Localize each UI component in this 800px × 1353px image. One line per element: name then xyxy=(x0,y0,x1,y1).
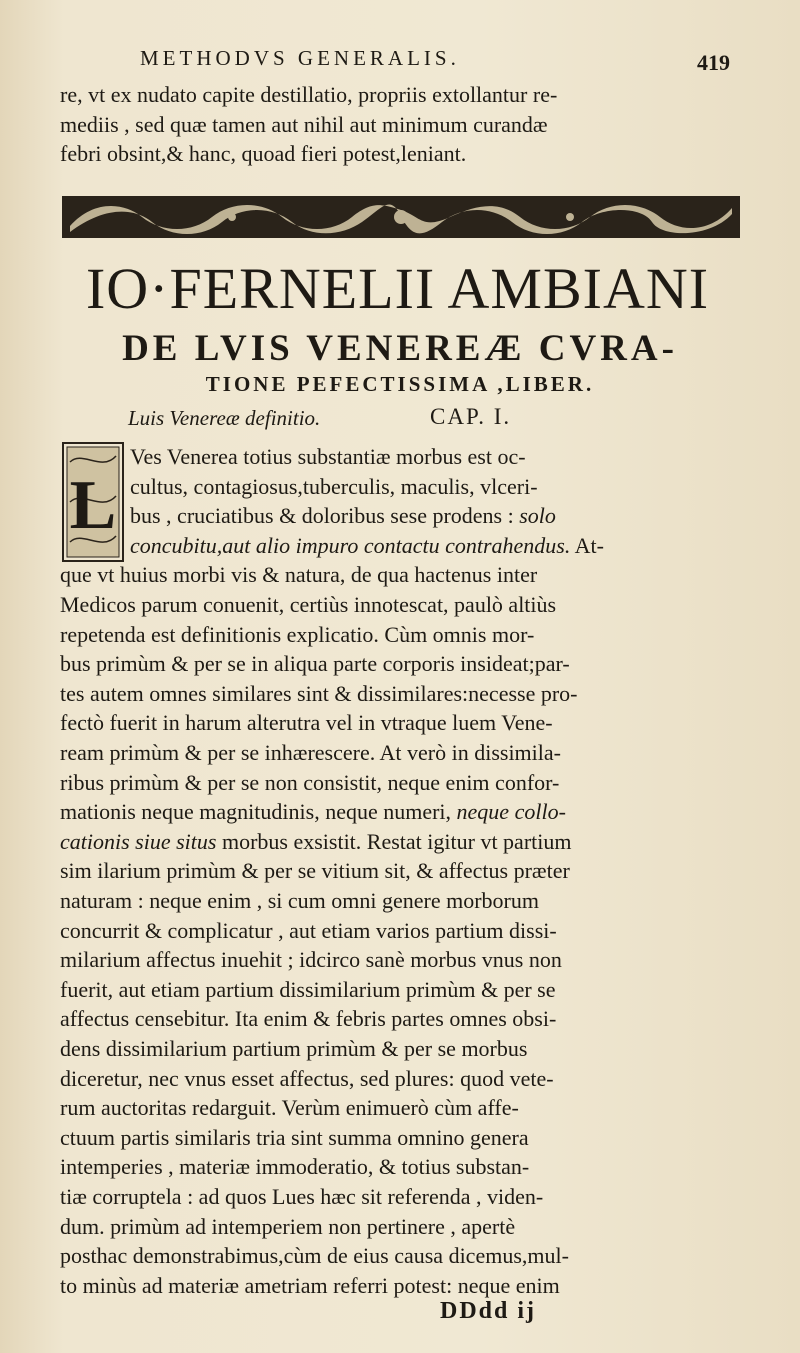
italic-text: concubitu,aut alio impuro contactu contrahendus. xyxy=(130,532,571,558)
text-line xyxy=(130,444,526,470)
text-span: rum auctoritas redarguit. Verùm enimuerò cùm affe- xyxy=(60,1095,519,1121)
text-line xyxy=(60,947,562,973)
svg-text:L: L xyxy=(69,467,117,544)
text-span: affectus censebitur. Ita enim & febris partes omnes obsi- xyxy=(60,1006,557,1032)
text-span: to minùs ad materiæ ametriam referri potest: neque enim xyxy=(60,1272,560,1298)
text-span: concurrit & complicatur , aut etiam varios partium dissi- xyxy=(60,917,557,943)
text-line xyxy=(60,562,537,588)
book-subtitle: DE LVIS VENEREÆ CVRA- xyxy=(122,328,678,369)
text-line xyxy=(60,829,571,855)
text-span: tiæ corruptela : ad quos Lues hæc sit referenda , viden- xyxy=(60,1184,544,1209)
page-number: 419 xyxy=(697,50,730,75)
chapter-definition-title: Luis Venereæ definitio. xyxy=(128,406,321,430)
chapter-number: CAP. I. xyxy=(430,404,512,429)
running-head xyxy=(140,46,730,80)
text-line xyxy=(60,858,570,884)
text-line: febri obsint,& hanc, quoad fieri potest,leniant. xyxy=(60,141,467,166)
text-span: diceretur, nec vnus esset affectus, sed plures: quod vete- xyxy=(60,1065,554,1091)
text-span: dum. primùm ad intemperiem non pertinere , apertè xyxy=(60,1213,516,1239)
text-line xyxy=(60,1243,569,1269)
text-line xyxy=(60,651,570,677)
signature-mark: DDdd ij xyxy=(440,1298,537,1324)
text-line xyxy=(60,1006,556,1032)
text-span: fuerit, aut etiam partium dissimilarium primùm & per se xyxy=(60,976,556,1002)
running-title: METHODVS GENERALIS. xyxy=(140,46,460,70)
text-line xyxy=(60,799,566,825)
text-span: bus primùm & per se in aliqua parte corporis insideat;par- xyxy=(60,651,570,677)
text-span: naturam : neque enim , si cum omni genere morborum xyxy=(60,888,539,913)
chapter-heading xyxy=(128,404,648,434)
text-line xyxy=(60,622,534,648)
italic-text: cationis siue situs xyxy=(60,828,217,854)
text-span: ream primùm & per se inhærescere. At verò in dissimila- xyxy=(60,740,561,765)
text-line xyxy=(60,1066,554,1092)
text-span: dens dissimilarium partium primùm & per se morbus xyxy=(60,1036,528,1061)
text-line xyxy=(60,1214,515,1240)
text-line xyxy=(60,740,561,766)
text-line xyxy=(60,918,557,944)
text-line xyxy=(60,1125,529,1151)
text-span: At- xyxy=(570,532,604,558)
book-title: IO·FERNELII AMBIANI xyxy=(85,256,710,321)
text-span: repetenda est definitionis explicatio. Cùm omnis mor- xyxy=(60,621,535,647)
text-line xyxy=(130,474,538,500)
text-line xyxy=(60,1273,560,1299)
text-line xyxy=(60,1154,529,1180)
text-span: ribus primùm & per se non consistit, neque enim confor- xyxy=(60,769,560,795)
text-span: bus , cruciatibus & doloribus sese prodens : xyxy=(130,503,520,529)
text-span: tes autem omnes similares sint & dissimilares:necesse pro- xyxy=(60,680,578,706)
text-span: sim ilarium primùm & per se vitium sit, & affectus præter xyxy=(60,858,570,884)
text-line: mediis , sed quæ tamen aut nihil aut minimum curandæ xyxy=(60,111,548,137)
text-span: milarium affectus inuehit ; idcirco sanè morbus vnus non xyxy=(60,947,562,973)
text-line xyxy=(130,533,604,559)
text-line xyxy=(60,1184,543,1210)
text-line: re, vt ex nudato capite destillatio, propriis extollantur re- xyxy=(60,82,558,107)
text-line xyxy=(60,592,556,618)
text-line xyxy=(60,977,556,1003)
italic-text: solo xyxy=(519,503,556,529)
text-span: posthac demonstrabimus,cùm de eius causa dicemus,mul- xyxy=(60,1243,569,1269)
text-span: mationis neque magnitudinis, neque numeri, xyxy=(60,799,457,825)
text-span: intemperies , materiæ immoderatio, & totius substan- xyxy=(60,1154,530,1180)
text-line xyxy=(60,681,578,707)
text-span: que vt huius morbi vis & natura, de qua hactenus inter xyxy=(60,562,538,588)
italic-text: neque collo- xyxy=(456,799,566,825)
text-line xyxy=(130,503,556,529)
opening-paragraph xyxy=(60,80,745,169)
text-span: morbus exsistit. Restat igitur vt partium xyxy=(216,828,572,854)
decorated-initial xyxy=(62,442,124,562)
ornamental-headpiece xyxy=(62,196,740,238)
text-span: fectò fuerit in harum alterutra vel in vtraque luem Vene- xyxy=(60,710,553,736)
text-span: ctuum partis similaris tria sint summa omnino genera xyxy=(60,1124,529,1150)
text-line xyxy=(60,710,553,736)
text-line xyxy=(60,888,539,914)
book-subtitle-continued: TIONE PEFECTISSIMA ,LIBER. xyxy=(205,372,595,396)
text-line xyxy=(60,770,559,796)
text-line xyxy=(60,1036,527,1062)
text-span: cultus, contagiosus,tuberculis, maculis, vlceri- xyxy=(130,473,538,499)
text-line xyxy=(60,1095,519,1121)
text-span: Medicos parum conuenit, certiùs innotescat, paulò altiùs xyxy=(60,592,557,617)
text-span: Ves Venerea totius substantiæ morbus est oc- xyxy=(130,444,526,469)
